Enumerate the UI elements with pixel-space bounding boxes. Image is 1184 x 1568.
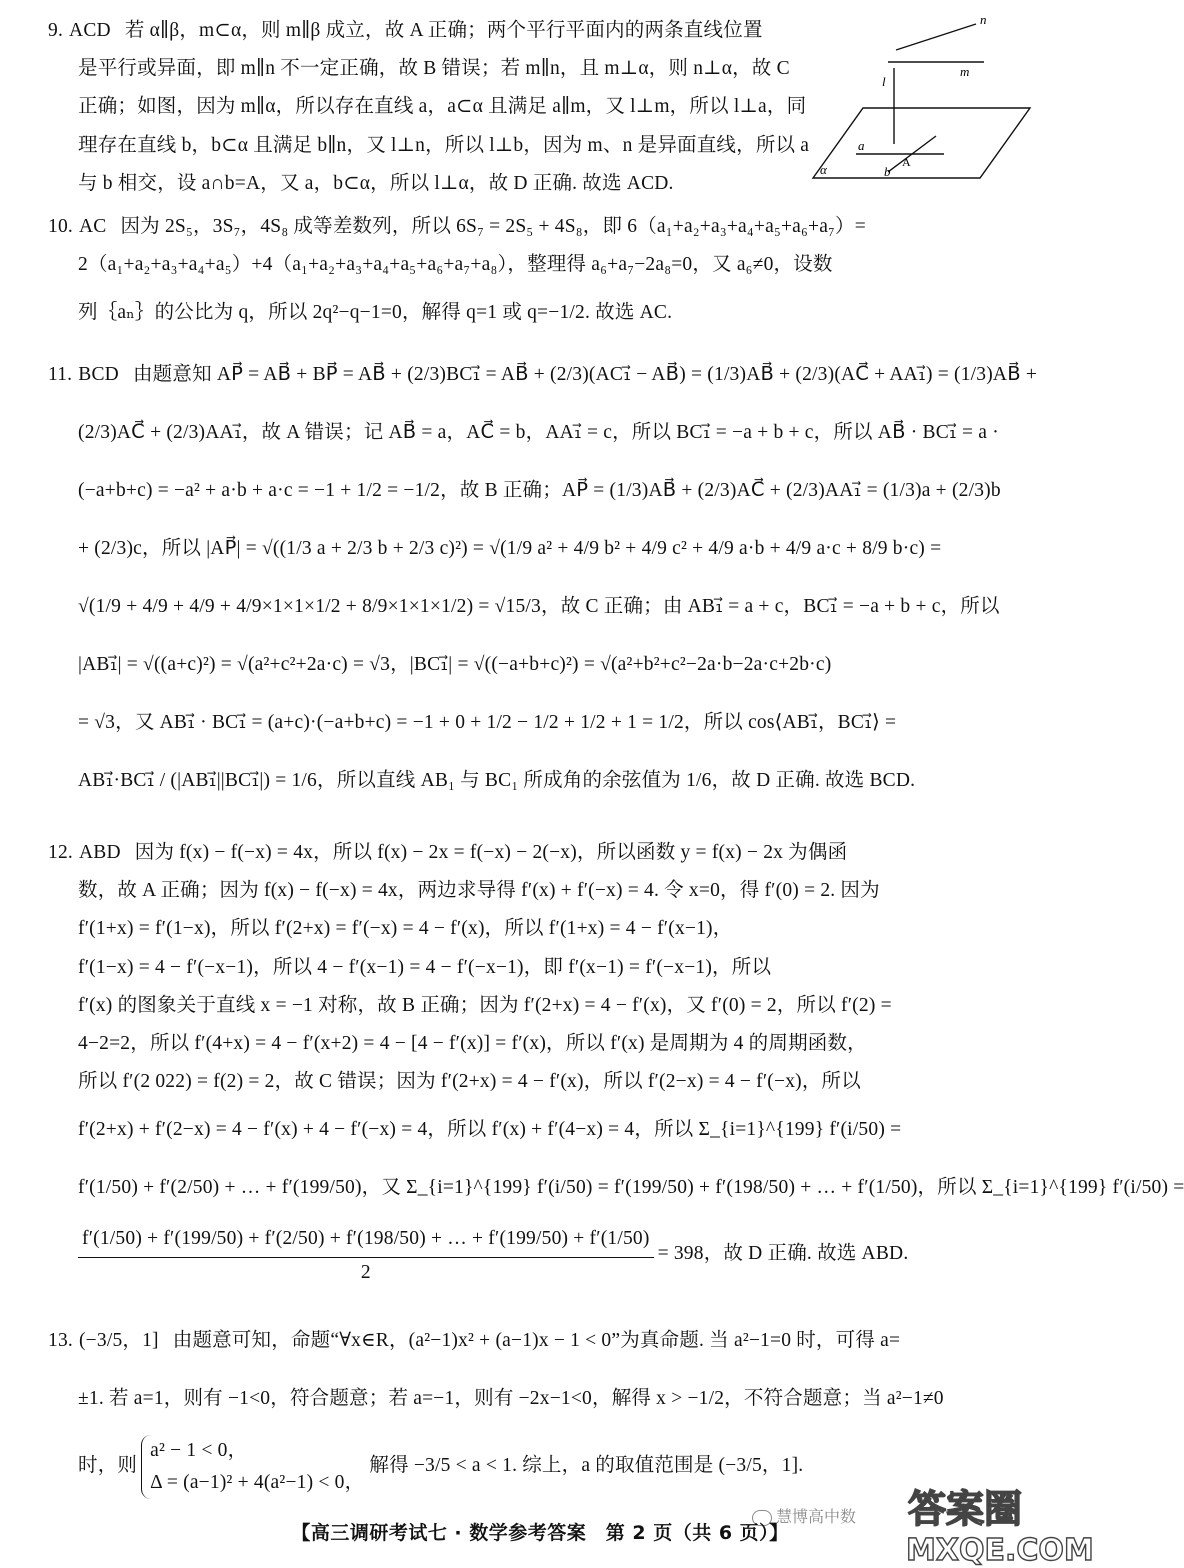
plane-alpha <box>813 108 1030 178</box>
problem-line: 与 b 相交，设 a∩b=A，又 a，b⊂α，所以 l⊥α，故 D 正确. 故选 ACD. <box>78 172 674 194</box>
problem-line: f′(1+x) = f′(1−x)，所以 f′(2+x) = f′(−x) = 4 − f′(x)，所以 f′(1+x) = 4 − f′(x−1)， <box>78 918 733 940</box>
fraction-denominator: 2 <box>360 1262 371 1284</box>
problem-text: 时，则 <box>78 1455 138 1476</box>
problem-line: f′(1−x) = 4 − f′(−x−1)，所以 4 − f′(x−1) = 4 − f′(−x−1)，即 f′(x−1) = f′(−x−1)，所以 <box>78 956 772 978</box>
label-alpha: α <box>820 162 827 177</box>
problem-line: ±1. 若 a=1，则有 −1<0，符合题意；若 a=−1，则有 −2x−1<0，解得 x > −1/2，不符合题意；当 a²−1≠0 <box>78 1388 944 1409</box>
problem-answer: AC <box>78 216 107 237</box>
label-m: m <box>960 64 970 79</box>
problem-line <box>48 12 796 50</box>
label-A: A <box>902 155 911 169</box>
problem-number: 11. <box>48 364 73 385</box>
problem-line <box>48 208 1038 246</box>
problem-line <box>48 1217 1038 1291</box>
problem-number: 9. <box>48 20 64 41</box>
fraction-numerator: f′(1/50) + f′(199/50) + f′(2/50) + f′(198/50) + … + f′(199/50) + f′(1/50) <box>78 1221 654 1258</box>
problem-line: = √3，又 AB₁⃗ · BC₁⃗ = (a+c)·(−a+b+c) = −1 + 0 + 1/2 − 1/2 + 1/2 + 1 = 1/2，所以 cos⟨AB₁⃗，BC₁⃗⟩ = <box>78 712 897 733</box>
page-footer: 【高三调研考试七 · 数学参考答案 第 2 页（共 6 页）】 <box>291 1522 789 1544</box>
problem-line: + (2/3)c，所以 |AP⃗| = √((1/3 a + 2/3 b + 2/3 c)²) = √(1/9 a² + 4/9 b² + 4/9 c² + 4/9 a·b + 4/9 a·c + 8/9 b·c) = <box>78 538 942 559</box>
problem-line: AB₁⃗·BC₁⃗ / (|AB₁⃗||BC₁⃗|) = 1/6，所以直线 AB₁ 与 BC₁ 所成角的余弦值为 1/6，故 D 正确. 故选 BCD. <box>78 770 916 791</box>
problem-line: (2/3)AC⃗ + (2/3)AA₁⃗，故 A 错误；记 AB⃗ = a，AC⃗ = b，AA₁⃗ = c，所以 BC₁⃗ = −a + b + c，所以 AB⃗ · BC₁⃗ = a · <box>78 422 999 443</box>
logo-top-text: 答案圈 <box>908 1487 1023 1531</box>
problem-answer: BCD <box>78 364 119 385</box>
problem-line <box>48 346 1038 404</box>
problem-answer: ACD <box>69 20 111 41</box>
problem-text: 由题意知 AP⃗ = AB⃗ + BP⃗ = AB⃗ + (2/3)BC₁⃗ = AB⃗ + (2/3)(AC₁⃗ − AB⃗) = (1/3)AB⃗ + (2/3)(AC⃗ + AA₁⃗) = (1/3)AB⃗ + <box>132 364 1038 385</box>
problem-13 <box>48 1312 1038 1504</box>
problem-line: √(1/9 + 4/9 + 4/9 + 4/9×1×1×1/2 + 8/9×1×1×1/2) = √15/3，故 C 正确；由 AB₁⃗ = a + c，BC₁⃗ = −a + b + c，所以 <box>78 596 1000 617</box>
problem-line: 数，故 A 正确；因为 f(x) − f(−x) = 4x，两边求导得 f′(x) + f′(−x) = 4. 令 x=0，得 f′(0) = 2. 因为 <box>78 880 880 902</box>
problem-text: 若 α∥β，m⊂α，则 m∥β 成立，故 A 正确；两个平行平面内的两条直线位置 <box>124 20 763 41</box>
label-n: n <box>980 12 987 27</box>
problem-line: 是平行或异面，即 m∥n 不一定正确，故 B 错误；若 m∥n，且 m⊥α，则 n⊥α，故 C <box>78 58 790 80</box>
problem-line: f′(1/50) + f′(2/50) + … + f′(199/50)，又 Σ_{i=1}^{199} f′(i/50) = f′(199/50) + f′(198/50) + … + f′(1/50)，所以 Σ_{i=1}^{199} f′(i/50) = <box>78 1177 1184 1199</box>
problem-answer: ABD <box>78 842 121 863</box>
problem-line: (−a+b+c) = −a² + a·b + a·c = −1 + 1/2 = −1/2，故 B 正确；AP⃗ = (1/3)AB⃗ + (2/3)AC⃗ + (2/3)AA₁⃗ = (1/3)a + (2/3)b <box>78 480 1001 501</box>
problem-line <box>48 1428 1038 1504</box>
system-row: Δ = (a−1)² + 4(a²−1) < 0， <box>150 1471 365 1493</box>
logo-bottom-text: MXQE.COM <box>906 1533 1094 1568</box>
problem-line <box>48 1312 1038 1370</box>
problem-text: 解得 −3/5 < a < 1. 综上，a 的取值范围是 (−3/5，1]. <box>369 1455 804 1476</box>
label-a: a <box>858 138 865 153</box>
problem-text: 因为 2S₅，3S₇，4S₈ 成等差数列，所以 6S₇ = 2S₅ + 4S₈，即 6（a₁+a₂+a₃+a₄+a₅+a₆+a₇）= <box>120 216 866 237</box>
problem-12 <box>48 834 1184 1291</box>
problem-line: 理存在直线 b，b⊂α 且满足 b∥n，又 l⊥n，所以 l⊥b，因为 m、n 是异面直线，所以 a <box>78 134 810 156</box>
problem-line: 所以 f′(2 022) = f(2) = 2，故 C 错误；因为 f′(2+x) = 4 − f′(x)，所以 f′(2−x) = 4 − f′(−x)，所以 <box>78 1071 861 1093</box>
problem-text: = 398，故 D 正确. 故选 ABD. <box>657 1243 909 1265</box>
problem-text: 因为 f(x) − f(−x) = 4x，所以 f(x) − 2x = f(−x) − 2(−x)，所以函数 y = f(x) − 2x 为偶函 <box>134 842 848 863</box>
problem-line: 正确；如图，因为 m∥α，所以存在直线 a，a⊂α 且满足 a∥m，又 l⊥m，所以 l⊥a，同 <box>78 96 807 118</box>
problem-line: f′(x) 的图象关于直线 x = −1 对称，故 B 正确；因为 f′(2+x) = 4 − f′(x)，又 f′(0) = 2，所以 f′(2) = <box>78 994 892 1016</box>
system-row: a² − 1 < 0， <box>150 1439 248 1461</box>
problem-number: 13. <box>48 1330 73 1351</box>
problem-line: 列｛aₙ｝的公比为 q，所以 2q²−q−1=0，解得 q=1 或 q=−1/2. 故选 AC. <box>78 302 673 324</box>
inequality-system <box>141 1435 364 1499</box>
final-fraction <box>78 1221 654 1288</box>
problem-line: 2（a₁+a₂+a₃+a₄+a₅）+4（a₁+a₂+a₃+a₄+a₅+a₆+a₇+a₈），整理得 a₆+a₇−2a₈=0，又 a₆≠0，设数 <box>78 254 833 276</box>
geometry-figure <box>808 12 1036 196</box>
problem-11 <box>48 346 1038 810</box>
line-n <box>896 24 976 50</box>
problem-number: 10. <box>48 216 73 237</box>
problem-10 <box>48 208 1038 342</box>
label-b: b <box>884 164 891 179</box>
problem-number: 12. <box>48 842 73 863</box>
problem-line: f′(2+x) + f′(2−x) = 4 − f′(x) + 4 − f′(−x) = 4，所以 f′(x) + f′(4−x) = 4，所以 Σ_{i=1}^{199} f′(i/50) = <box>78 1119 902 1141</box>
label-l: l <box>882 74 886 89</box>
problem-line <box>48 834 1038 872</box>
problem-line: |AB₁⃗| = √((a+c)²) = √(a²+c²+2a·c) = √3，|BC₁⃗| = √((−a+b+c)²) = √(a²+b²+c²−2a·b−2a·c+2b·c) <box>78 654 832 675</box>
problem-text: 由题意可知，命题“∀x∈R，(a²−1)x² + (a−1)x − 1 < 0”为真命题. 当 a²−1=0 时，可得 a= <box>172 1330 901 1351</box>
wechat-watermark-text: 慧博高中数 <box>776 1507 857 1526</box>
problem-answer: (−3/5，1] <box>78 1330 159 1351</box>
site-logo-watermark <box>896 1478 1094 1568</box>
problem-line: 4−2=2，所以 f′(4+x) = 4 − f′(x+2) = 4 − [4 − f′(x)] = f′(x)，所以 f′(x) 是周期为 4 的周期函数， <box>78 1033 867 1055</box>
